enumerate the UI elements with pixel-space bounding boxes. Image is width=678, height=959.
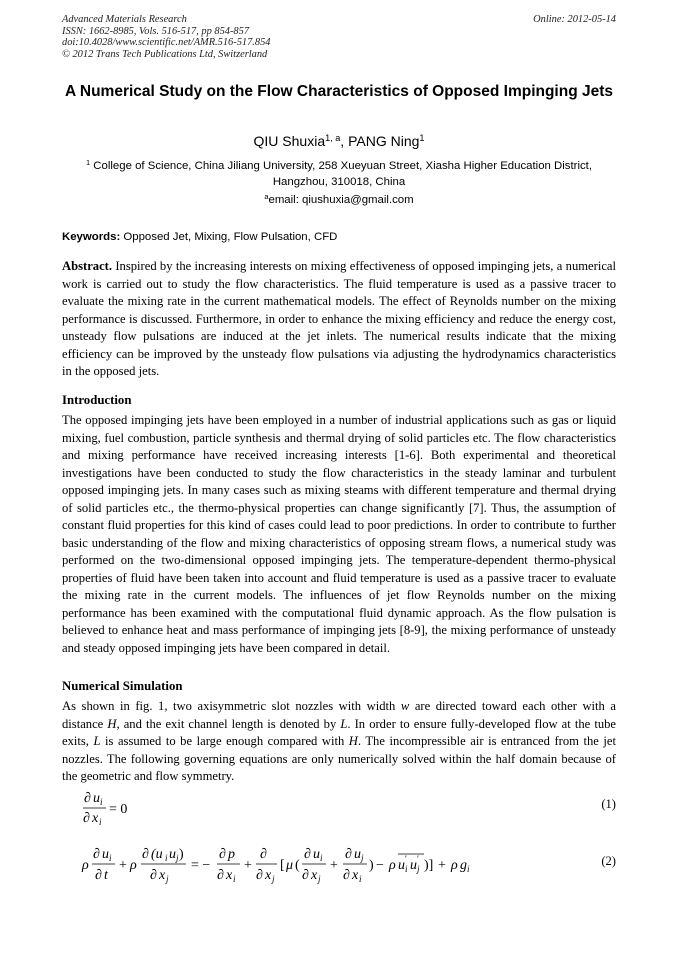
eq2-mu: μ [286,858,294,873]
eq2-t2-num-uiuj: (u [151,847,163,862]
eq2-t4-num-d: ∂ [260,847,267,862]
eq2-minus: − [376,858,384,873]
paper-title: A Numerical Study on the Flow Characteristics of Opposed Impinging Jets [64,83,614,100]
eq2-rho-3: ρ [389,858,396,873]
eq2-g-i: i [467,864,470,874]
author-2: PANG Ning [348,133,420,149]
eq2-prime-2: ′ [417,854,419,864]
eq2-t2-den-j: j [166,874,169,884]
email-sup: a [264,192,269,202]
keywords [62,230,616,244]
equation-1-formula [62,786,182,826]
eq1-den-x: x [92,811,99,826]
ns-text-4: . In order to ensure fully-developed flow at the tube exits, [62,716,617,748]
introduction-heading: Introduction [62,393,132,407]
author-2-sup: 1 [419,132,425,143]
eq2-t6-den-i: i [359,874,362,884]
author-1: QIU Shuxia [253,133,326,149]
eq1-num-d: ∂ [84,791,91,806]
eq2-t5-num-u: u [313,847,320,862]
eq2-rho-2: ρ [130,858,137,873]
author-line [62,133,616,149]
email-line [62,193,616,207]
eq2-t5-den-j: j [318,874,321,884]
ns-text-3: , and the exit channel length is denoted by [116,716,341,731]
eq2-prime-1: ′ [405,854,407,864]
journal-name: Advanced Materials Research [62,14,187,25]
eq2-t2-den-d: ∂ [150,868,157,883]
eq2-plus-2: + [244,858,252,873]
eq1-den-i: i [99,817,102,826]
eq2-t6-den-d: ∂ [343,868,350,883]
copyright-line: © 2012 Trans Tech Publications Ltd, Switzerland [62,48,268,60]
eq2-t5-num-d: ∂ [304,847,311,862]
eq2-t4-den-j: j [272,874,275,884]
eq2-plus-1: + [119,858,127,873]
eq2-t1-num-i: i [109,853,112,863]
ns-text-1: As shown in fig. 1, two axisymmetric slot nozzles with width [62,699,401,713]
issn-line: ISSN: 1662-8985, Vols. 516-517, pp 854-857 [62,25,250,37]
eq2-uj-prime-j: j [417,864,420,874]
author-separator: , [340,133,349,149]
eq2-bracket-open: [ [280,858,285,873]
author-1-sup: 1, a [325,132,341,143]
eq2-t3-den-i: i [233,874,236,884]
equation-2 [62,840,616,886]
abstract-text: Inspired by the increasing interests on mixing effectiveness of opposed impinging jets, a numerical work is carried out to study the flow characteristics. The fluid temperature is used as a passive tracer to evaluate the mixing rate in the current mathematical models. The effect of Reynolds number on the mixing performance is discussed. Furthermore, in order to enhance the mixing efficiency and reduce the energy cost, unsteady flow pulsations are induced at the jet inlets. The numerical results indicate that the mixing efficiency can be improved by the unsteady flow pulsations via adjusting the hydrodynamics characteristics in the opposed jets. [62,259,617,378]
eq2-uj-prime: u [410,858,417,873]
eq1-rhs: = 0 [109,802,128,817]
eq2-t4-den-x: x [265,868,272,883]
eq2-t1-den-d: ∂ [95,868,102,883]
eq2-t3-num-d: ∂ [219,847,226,862]
online-date: Online: 2012-05-14 [533,14,616,25]
keywords-text: Opposed Jet, Mixing, Flow Pulsation, CFD [123,231,338,243]
email-text: email: qiushuxia@gmail.com [268,194,414,206]
eq2-t1-den-t: t [104,868,108,883]
eq2-t6-num-d: ∂ [345,847,352,862]
eq2-t3-num-p: p [228,847,235,862]
affiliation-sup: 1 [86,158,91,168]
equation-2-number: (2) [601,854,616,868]
doi-line: doi:10.4028/www.scientific.net/AMR.516-517.854 [62,37,271,49]
eq2-ui-prime-i: i [405,864,408,874]
abstract [62,258,616,381]
eq1-den-d: ∂ [83,811,90,826]
eq2-plus-3: + [330,858,338,873]
eq2-t3-den-x: x [226,868,233,883]
equation-2-formula [62,840,582,886]
eq2-t4-den-d: ∂ [256,868,263,883]
numerical-simulation-text [62,698,616,786]
eq2-t2-num-j: j [176,853,179,863]
eq2-paren-close: ) [369,858,374,873]
eq2-rho-1: ρ [82,858,89,873]
eq2-t2-den-x: x [159,868,166,883]
equation-1-number: (1) [601,797,616,811]
eq2-g: g [460,858,467,873]
ns-var-w: w [400,699,410,713]
keywords-label: Keywords: [62,231,121,243]
ns-var-L-2: L [93,734,101,748]
eq2-equals: = − [191,858,211,873]
eq2-plus-4: + [438,858,446,873]
eq2-t2-num-i: i [165,853,168,863]
abstract-label: Abstract. [62,259,113,273]
eq2-t6-den-x: x [352,868,359,883]
running-header [62,14,616,60]
introduction-text: The opposed impinging jets have been employed in a number of industrial applications such as gas or liquid mixing, fuel combustion, particle synthesis and thermal drying of solid particles etc. The flow characteristics and mixing performance have received increasing interests [1-6]. Both experimental and theoretical investigations have been conducted to study the flow characteristics in the steady laminar and turbulent opposed impinging jets. In many cases such as mixing steams with different temperature and thermal drying of solid particles etc., the thermo-physical properties can change significantly [7]. Thus, the assumption of constant fluid properties for this kind of cases could lead to poor predictions. In order to contribute to further basic understanding of the flow and mixing characteristics of opposing stream flows, a numerical study was performed on the two-dimensional opposed impinging jets. The temperature-dependent thermo-physical properties of fluid have been taken into account and fluid temperature is used as a passive tracer to evaluate the mixing rate in the current models. The influences of jet flow Reynolds number on the mixing performance has been examined with the computational fluid dynamic approach. As the flow pulsation is believed to enhance heat and mass performance of impinging jets [8-9], the mixing performance of unsteady and steady opposed impinging jets have been compared in detail. [62,413,616,655]
ns-var-H: H [107,716,117,731]
eq1-num-i: i [100,797,103,807]
eq2-t1-num-d: ∂ [93,847,100,862]
affiliation-text: College of Science, China Jiliang University, 258 Xueyuan Street, Xiasha Higher Education District, Hangzhou, 310018, China [93,160,592,188]
eq2-t1-num-u: u [102,847,109,862]
eq2-close: )] [424,858,434,873]
eq2-t3-den-d: ∂ [217,868,224,883]
eq2-t6-num-j: j [361,853,364,863]
eq2-t5-den-d: ∂ [302,868,309,883]
ns-text-2: are directed toward each other with a distance [62,699,616,731]
eq2-t5-den-x: x [311,868,318,883]
eq2-t2-num-u2: u [169,847,176,862]
ns-text-5: is assumed to be large enough compared with [100,734,349,748]
eq2-t6-num-u: u [354,847,361,862]
ns-text-6: . The incompressible air is entranced from the jet nozzles. The following governing equations are only numerically solved within the half domain because of the geometric and flow symmetry. [62,734,616,783]
numerical-simulation-heading: Numerical Simulation [62,679,183,693]
eq1-num-u: u [93,791,100,806]
ns-var-H-2: H [348,734,358,748]
eq2-paren-open: ( [295,858,300,873]
affiliation [62,158,616,190]
eq2-t2-num-d: ∂ [142,847,149,862]
eq2-rho-4: ρ [451,858,458,873]
eq2-t5-num-i: i [320,853,323,863]
eq2-ui-prime: u [398,858,405,873]
ns-var-L: L [340,716,348,731]
eq2-t2-num-close: ) [179,847,184,862]
equation-1 [62,786,616,826]
